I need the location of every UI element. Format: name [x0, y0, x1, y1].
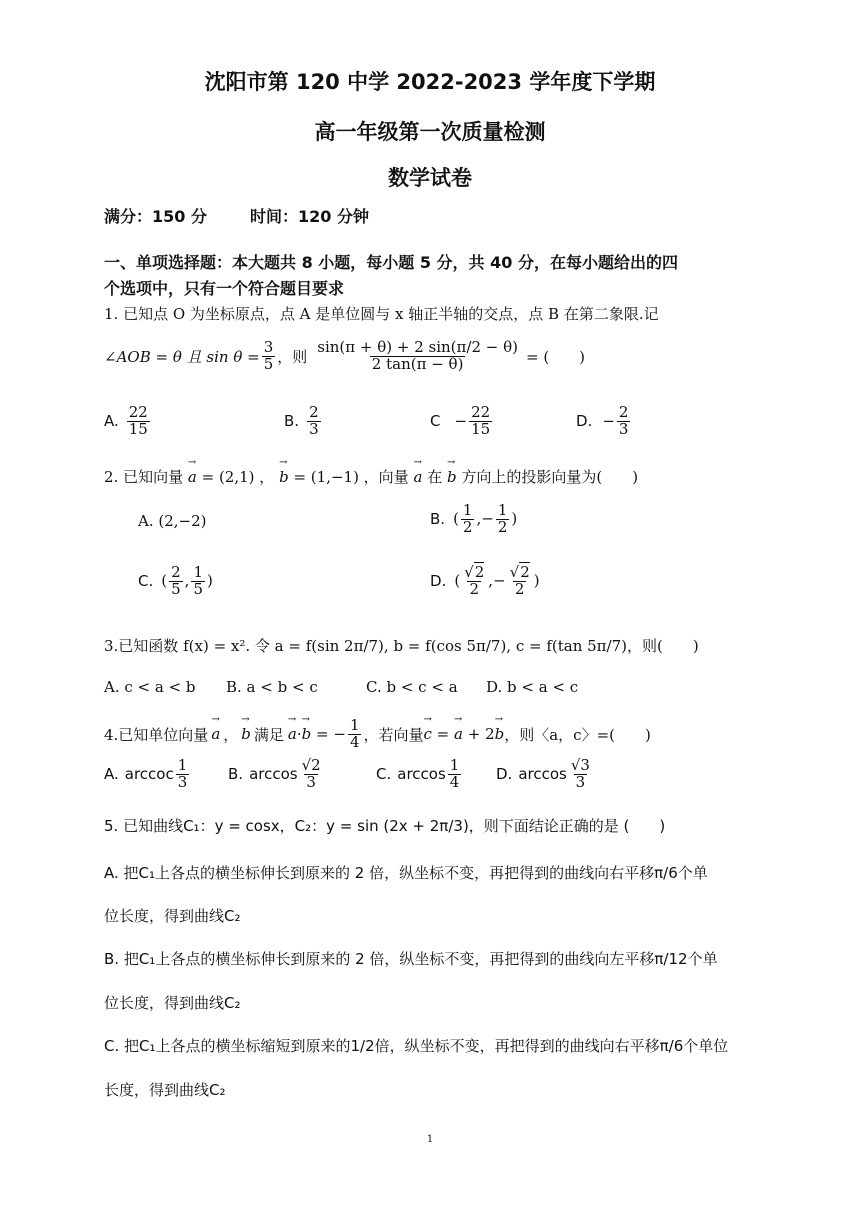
q1-stem-line1: 1. 已知点 O 为坐标原点，点 A 是单位圆与 x 轴正半轴的交点，点 B 在第二象限.记: [104, 305, 659, 323]
q3-option-a: A. c < a < b: [104, 678, 196, 696]
q4-option-a-fn: arccoc: [124, 765, 174, 784]
q2-option-b: [430, 503, 517, 536]
q2-vector-b-value: = (1,−1) ，向量: [293, 468, 409, 486]
q4-option-c-frac: [448, 758, 462, 791]
q5-option-a-line2: 位长度，得到曲线C₂: [104, 907, 241, 925]
q3-option-d: D. b < a < c: [486, 678, 579, 696]
q5-option-b-line2: 位长度，得到曲线C₂: [104, 994, 241, 1012]
q4-option-d-den: 3: [575, 772, 586, 791]
q4-option-b-fn: arccos: [249, 765, 298, 784]
q1-option-d-num: 2: [618, 403, 629, 421]
q1-option-d-value: [617, 405, 631, 438]
q1-option-b-num: 2: [309, 403, 319, 421]
q4-option-d-fn: arccos: [518, 765, 567, 784]
q2-vector-a: → a: [188, 468, 197, 486]
q1-equals-blank: = ( ): [525, 347, 586, 366]
q1-option-c-sign: −: [454, 412, 468, 431]
q2-option-d-label: D.: [430, 572, 447, 591]
q4-vector-a: → a: [211, 725, 220, 743]
q1-option-d-den: 3: [618, 419, 629, 438]
q2-vector-b: → b: [279, 468, 289, 486]
q4-option-a-frac: [176, 758, 190, 791]
q2-option-b-value: ( $\frac{1}{2}$ ,− $\frac{1}{2}$ ): [453, 501, 518, 536]
q1-option-a-label: A.: [104, 412, 119, 431]
q1-option-d-label: D.: [576, 412, 593, 431]
section-heading-line2: 个选项中，只有一个符合题目要求: [104, 279, 345, 298]
q1-given-num: 3: [263, 338, 274, 356]
q4-option-b-label: B.: [228, 765, 244, 784]
q4-option-a: [104, 758, 191, 791]
q1-option-c-label: C: [430, 412, 441, 431]
q4-text-start: 4.已知单位向量: [104, 725, 209, 744]
q2-option-b-label: B.: [430, 510, 446, 529]
q4-option-a-num: 1: [177, 756, 188, 774]
q1-given-fraction: [262, 340, 276, 373]
exam-title-subject: 数学试卷: [388, 166, 472, 190]
q1-option-b-label: B.: [284, 412, 300, 431]
q4-option-a-den: 3: [177, 772, 188, 791]
q3-option-b: B. a < b < c: [226, 678, 318, 696]
q4-option-c-label: C.: [376, 765, 392, 784]
q1-condition: ∠AOB = θ 且 sin θ =: [104, 347, 260, 366]
q2-stem: [104, 466, 638, 487]
q2-option-c-label: C.: [138, 572, 154, 591]
q2-text-end: 方向上的投影向量为( ): [461, 468, 639, 486]
q5-option-c-line2: 长度，得到曲线C₂: [104, 1081, 226, 1099]
full-marks: 满分：150 分: [104, 207, 207, 226]
q2-vector-a-ref: → a: [413, 468, 422, 486]
q5-option-c-line1: C. 把C₁上各点的横坐标缩短到原来的1/2倍，纵坐标不变，再把得到的曲线向右平移π/6个单位: [104, 1037, 729, 1055]
q4-option-c-num: 1: [449, 756, 460, 774]
q4-dot-condition: → a·→ b = −: [288, 725, 346, 743]
q4-vector-c-def: → c = → a + 2→ b: [424, 725, 505, 743]
q4-option-c: [376, 758, 463, 791]
q4-option-c-den: 4: [449, 772, 460, 791]
q2-text-start: 2. 已知向量: [104, 468, 184, 486]
q4-option-c-fn: arccos: [397, 765, 446, 784]
exam-time: 时间：120 分钟: [250, 207, 369, 226]
q1-option-a-value: [127, 405, 150, 438]
q4-option-d: [496, 758, 594, 791]
q4-option-b-den: 3: [306, 772, 316, 791]
q5-option-b-line1: B. 把C₁上各点的横坐标伸长到原来的 2 倍，纵坐标不变，再把得到的曲线向左平移π/12个单: [104, 950, 718, 968]
q1-option-c-value: [469, 405, 492, 438]
q4-text-cond: ，若向量: [363, 725, 424, 744]
q2-option-d: [430, 565, 540, 598]
q1-stem-line2: [104, 340, 585, 373]
q5-stem: 5. 已知曲线C₁：y = cosx，C₂：y = sin (2x + 2π/3)，则下面结论正确的是 ( ): [104, 817, 666, 835]
q2-vector-b-ref: → b: [447, 468, 457, 486]
q2-option-c: [138, 565, 213, 598]
q4-option-d-frac: [569, 758, 592, 791]
page-number: 1: [426, 1134, 434, 1145]
q4-option-b-frac: [300, 758, 323, 791]
q4-option-d-num: √3: [570, 756, 590, 774]
q1-option-a-den: 15: [128, 419, 148, 438]
q2-option-c-value: ( $\frac{2}{5}$ , $\frac{1}{5}$ ): [161, 563, 213, 598]
q1-option-d: [576, 405, 632, 438]
q1-given-den: 5: [263, 354, 274, 373]
q4-option-d-label: D.: [496, 765, 513, 784]
q1-option-a: [104, 405, 152, 438]
q4-option-b: [228, 758, 325, 791]
q2-text-on: 在: [427, 468, 443, 486]
section-heading-line1: 一、单项选择题：本大题共 8 小题，每小题 5 分，共 40 分，在每小题给出的四: [104, 253, 678, 272]
exam-title-school: 沈阳市第 120 中学 2022-2023 学年度下学期: [204, 70, 656, 94]
q1-expr-numerator: sin(π + θ) + 2 sin(π/2 − θ): [317, 338, 518, 356]
q1-expr-denominator: 2 tan(π − θ): [371, 354, 464, 373]
q3-stem: 3.已知函数 f(x) = x². 令 a = f(sin 2π/7), b = f(cos 5π/7), c = f(tan 5π/7)，则( ): [104, 637, 699, 655]
q1-option-b-den: 3: [309, 419, 319, 438]
q1-option-c: [430, 405, 494, 438]
q5-option-a-line1: A. 把C₁上各点的横坐标伸长到原来的 2 倍，纵坐标不变，再把得到的曲线向右平移π/6个单: [104, 864, 708, 882]
q1-option-c-den: 15: [471, 419, 491, 438]
q2-vector-a-value: = (2,1) ，: [201, 468, 275, 486]
q1-expression: [315, 340, 520, 373]
q4-vector-b: → b: [241, 725, 251, 743]
q4-text-mid: 满足: [253, 725, 284, 744]
q1-option-a-num: 22: [128, 403, 148, 421]
q3-option-c: C. b < c < a: [366, 678, 458, 696]
q4-option-b-num: √2: [301, 756, 321, 774]
q4-dot-value: $\frac{1}{4}$: [349, 716, 360, 751]
q2-option-a: A. (2,−2): [138, 512, 207, 530]
q1-option-d-sign: −: [602, 412, 615, 431]
q2-option-d-value: ( $\frac{√2}{2}$ ,− $\frac{√2}{2}$ ): [454, 563, 540, 598]
q4-text-end: ，则〈a，c〉=( ): [504, 725, 651, 744]
q4-option-a-label: A.: [104, 765, 119, 784]
q1-then: ，则: [277, 347, 308, 366]
q1-option-c-num: 22: [471, 403, 491, 421]
exam-title-grade: 高一年级第一次质量检测: [314, 120, 546, 144]
q4-stem: 4.已知单位向量 → a ， → b 满足 → a·→ b = − $\frac{1}{4}$ ，若向量 → c = → a + 2→ b ，则〈a，c〉=( ): [104, 718, 651, 751]
q1-option-b-value: [307, 405, 321, 438]
q1-option-b: [284, 405, 323, 438]
